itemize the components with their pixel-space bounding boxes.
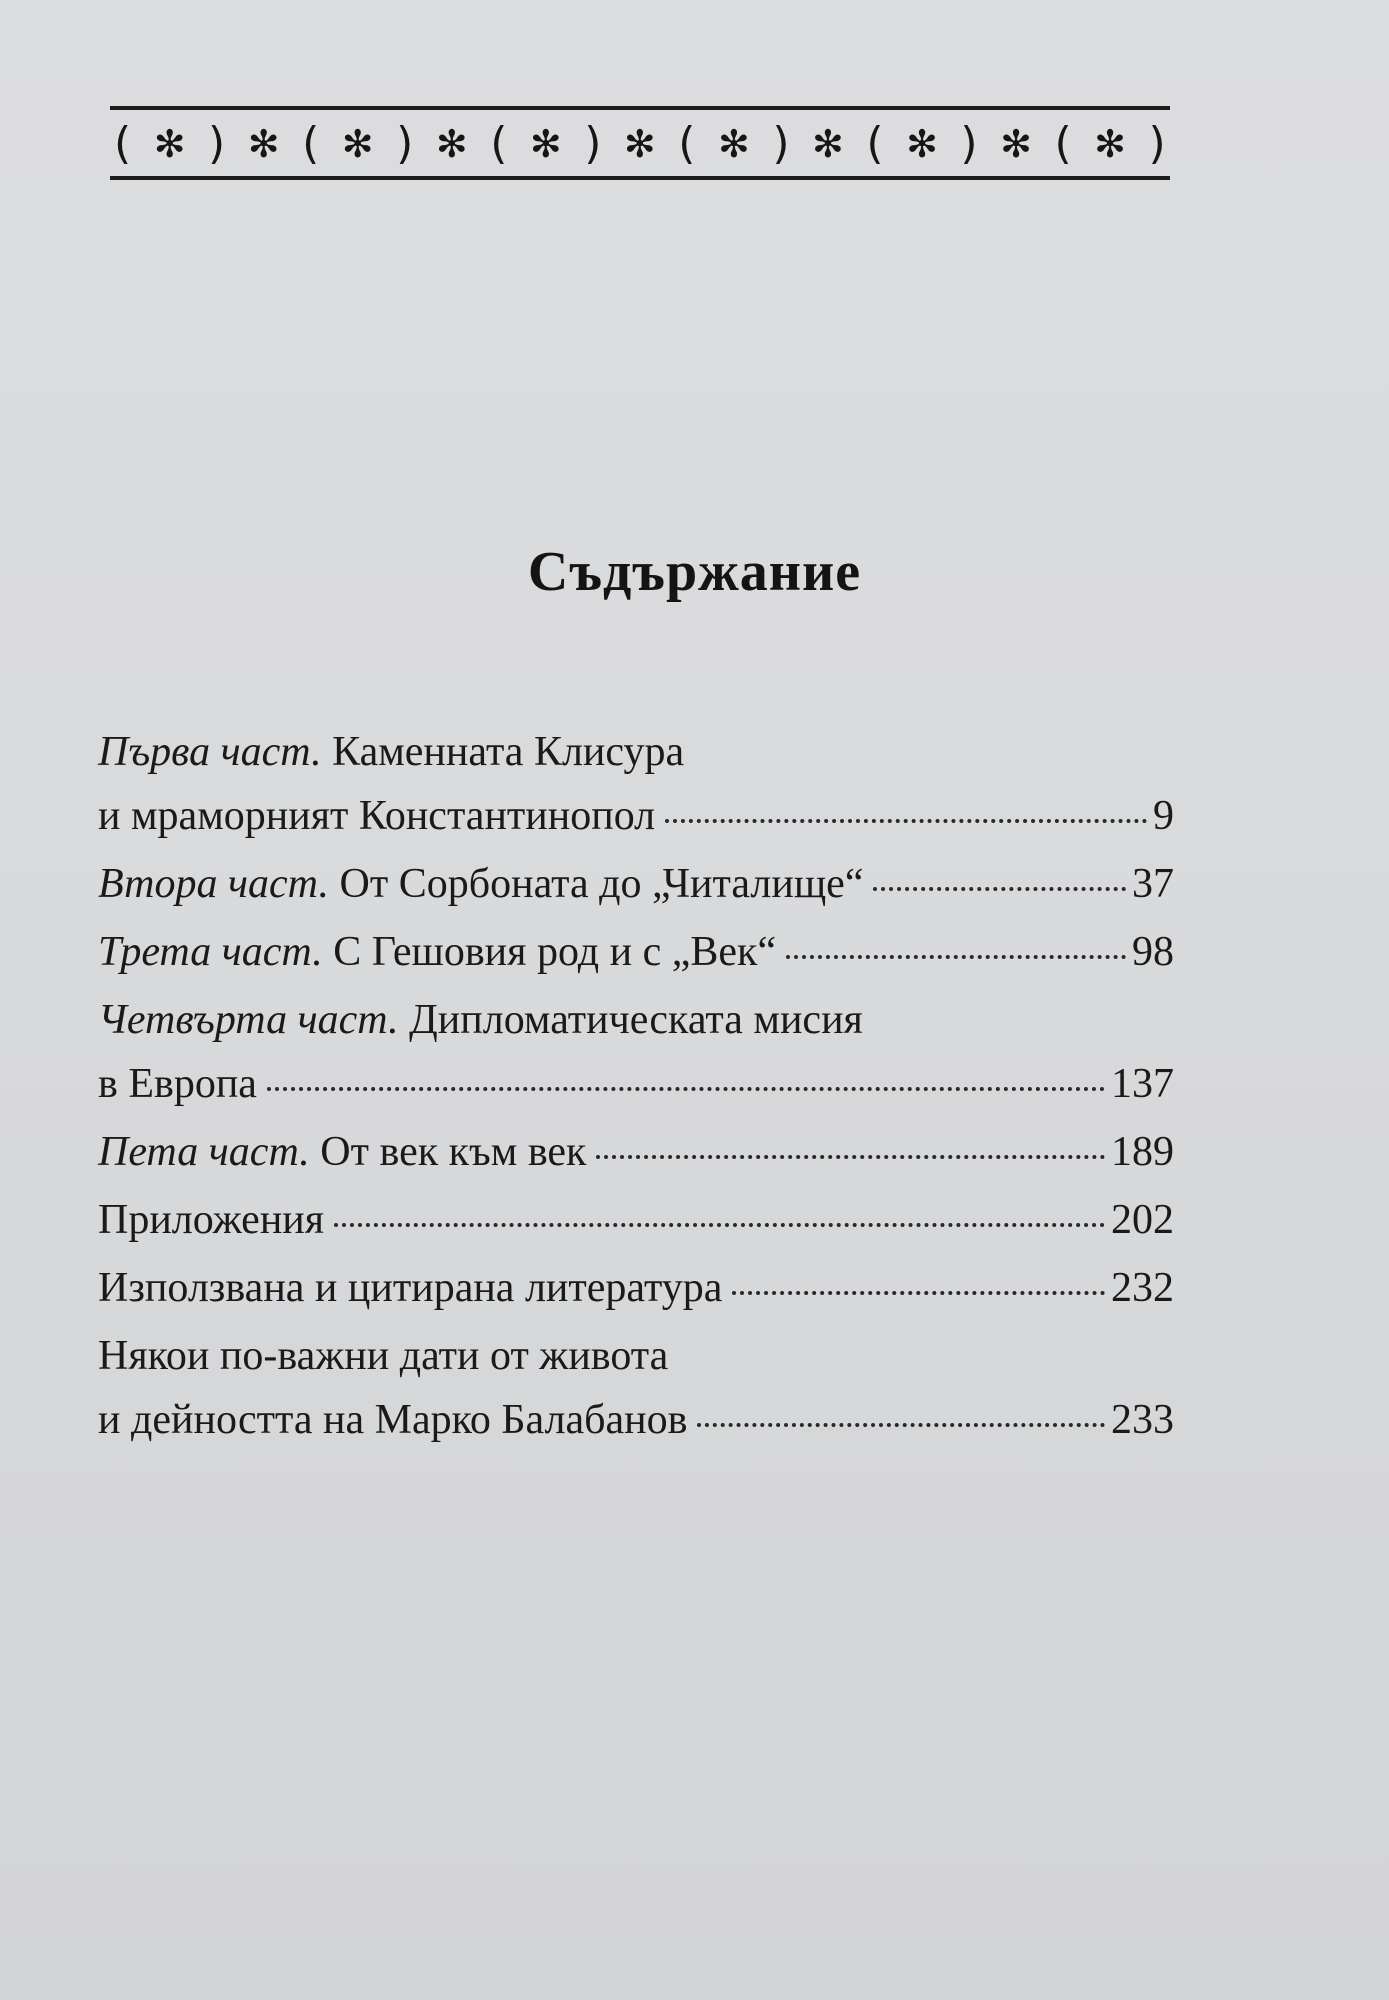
toc-entry-line [98,784,1174,848]
toc-entry-4[interactable] [98,988,1174,1116]
page-number: 233 [1111,1397,1174,1443]
part-label: Втора част. [98,861,330,907]
dot-leader [786,955,1126,959]
asterisk-icon: ✻ [153,122,186,166]
asterisk-icon: ✻ [1000,122,1032,166]
crescent-left-icon: ( [114,118,132,169]
entry-title-continued: в Европа [98,1061,257,1107]
page-number: 202 [1111,1197,1174,1243]
toc-entry-line [98,1256,1174,1320]
asterisk-icon: ✻ [247,122,280,166]
crescent-right-icon: ) [1148,118,1166,169]
asterisk-icon: ✻ [529,122,562,166]
entry-title: Приложения [98,1197,325,1243]
crescent-right-icon: ) [772,118,790,169]
dot-leader [665,819,1147,823]
entry-title-continued: и дейността на Марко Балабанов [98,1397,688,1443]
toc-entry-line [98,1052,1174,1116]
page-number: 189 [1111,1129,1174,1175]
dot-leader [596,1155,1105,1159]
page-number: 37 [1132,861,1174,907]
entry-title: Някои по-важни дати от живота [98,1333,669,1379]
asterisk-icon: ✻ [623,122,656,166]
dot-leader [334,1223,1105,1227]
toc-entry-6[interactable] [98,1188,1174,1252]
asterisk-icon: ✻ [906,122,938,166]
toc-entry-5[interactable] [98,1120,1174,1184]
entry-title: От век към век [320,1129,587,1175]
asterisk-icon: ✻ [341,122,374,166]
entry-title: С Гешовия род и с „Век“ [333,929,777,975]
toc-entry-2[interactable] [98,852,1174,916]
page-number: 232 [1111,1265,1174,1311]
crescent-right-icon: ) [208,118,226,169]
table-of-contents [98,720,1174,1452]
crescent-right-icon: ) [960,118,978,169]
border-rule-bottom [110,176,1170,180]
entry-title-continued: и мраморният Константинопол [98,793,656,839]
toc-entry-7[interactable] [98,1256,1174,1320]
asterisk-icon: ✻ [812,122,844,166]
toc-entry-line [98,988,1174,1052]
toc-entry-line [98,720,1174,784]
crescent-left-icon: ( [1054,118,1072,169]
toc-entry-line [98,920,1174,984]
asterisk-icon: ✻ [435,122,468,166]
dot-leader [732,1291,1105,1295]
toc-entry-8[interactable] [98,1324,1174,1452]
page-title [0,540,1389,604]
ornament-row [110,114,1170,174]
part-label: Четвърта част. [98,997,399,1043]
toc-entry-1[interactable] [98,720,1174,848]
entry-title: Използвана и цитирана литература [98,1265,723,1311]
page-number: 137 [1111,1061,1174,1107]
part-label: Първа част. [98,729,322,775]
toc-entry-line [98,1388,1174,1452]
page-number: 98 [1132,929,1174,975]
crescent-right-icon: ) [584,118,602,169]
crescent-left-icon: ( [490,118,508,169]
asterisk-icon: ✻ [717,122,750,166]
toc-entry-line [98,1120,1174,1184]
toc-entry-3[interactable] [98,920,1174,984]
part-label: Пета част. [98,1129,310,1175]
page-title-text: Съдържание [527,541,862,603]
border-rule-top [110,106,1170,110]
entry-title: Дипломатическата мисия [409,997,863,1043]
part-label: Трета част. [98,929,323,975]
crescent-right-icon: ) [396,118,414,169]
dot-leader [267,1087,1105,1091]
dot-leader [697,1423,1105,1427]
toc-entry-line [98,1324,1174,1388]
crescent-left-icon: ( [866,118,884,169]
decorative-border [110,100,1170,190]
page-number: 9 [1153,793,1174,839]
crescent-left-icon: ( [678,118,696,169]
entry-title: От Сорбоната до „Читалище“ [339,861,864,907]
crescent-left-icon: ( [302,118,320,169]
entry-title: Каменната Клисура [332,729,685,775]
dot-leader [873,887,1126,891]
toc-entry-line [98,852,1174,916]
toc-entry-line [98,1188,1174,1252]
asterisk-icon: ✻ [1094,122,1126,166]
